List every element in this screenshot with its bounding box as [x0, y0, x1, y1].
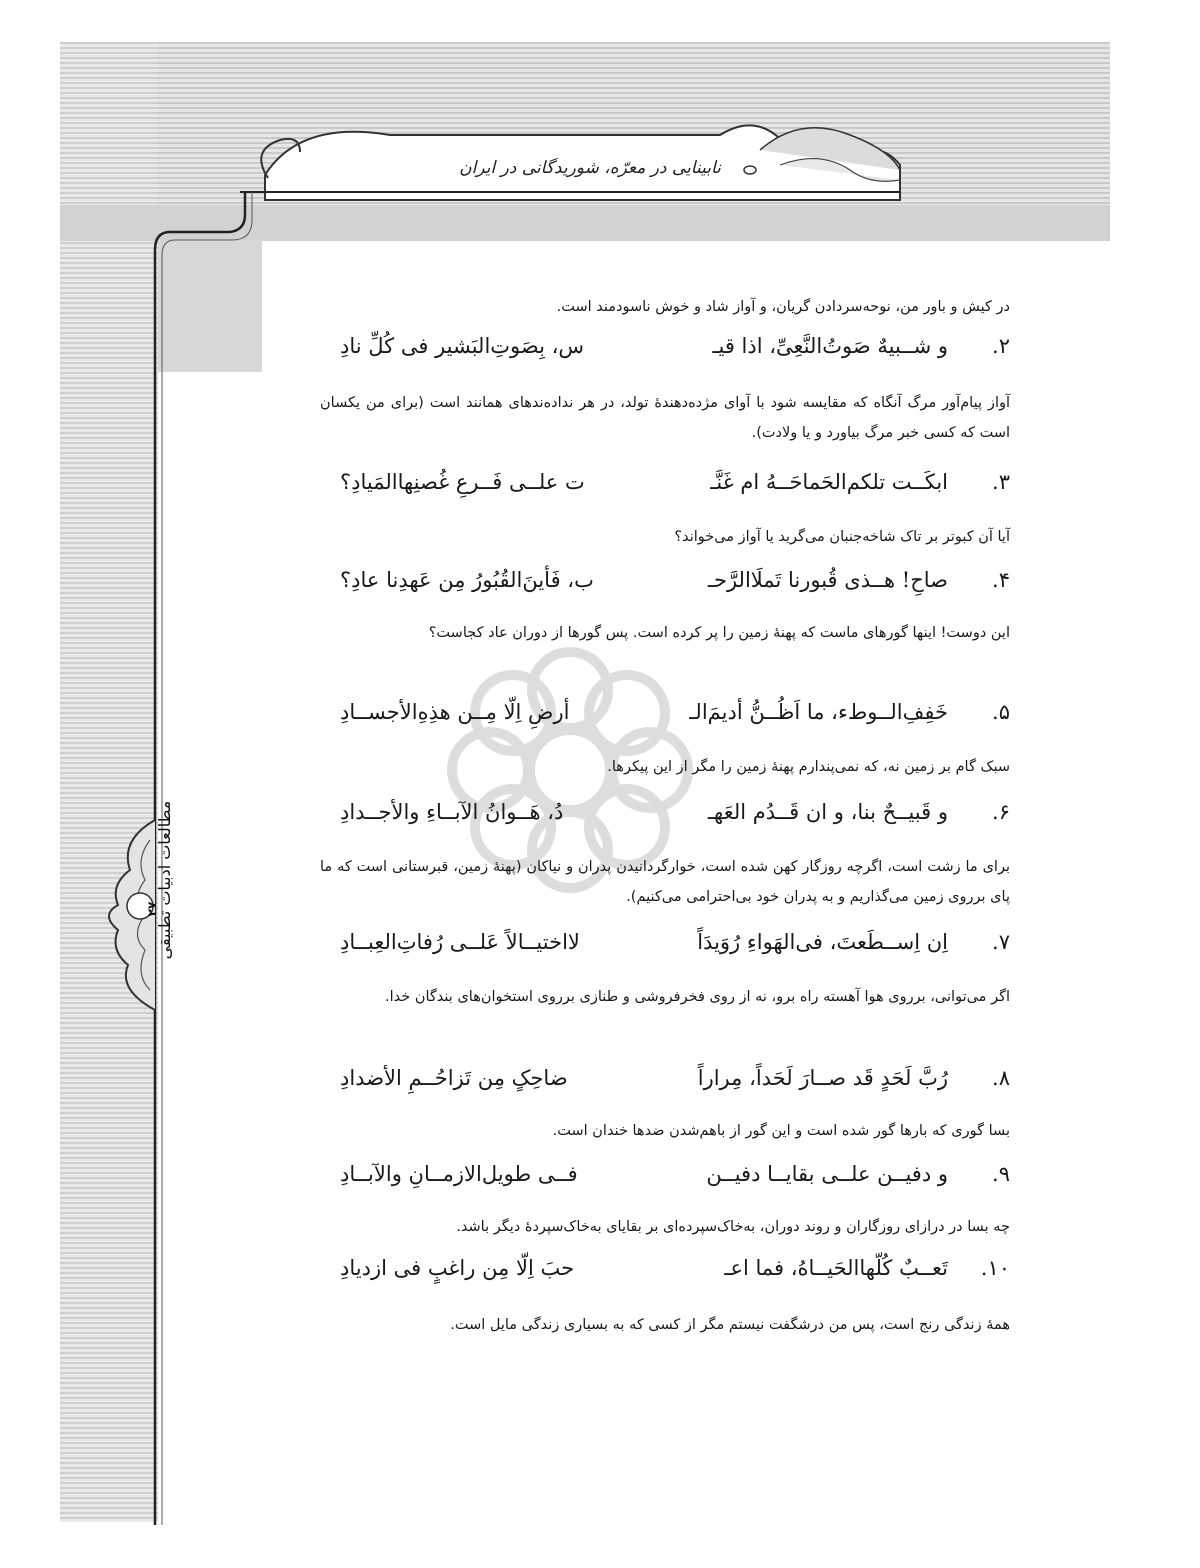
- verse-9: [290, 1162, 1010, 1202]
- verse-translation: آواز پیام‌آور مرگ آنگاه که مقایسه شود با آوای مژده‌دهندهٔ تولد، در هر نداده‌ندهای همانند است (برای من یکسان است که کسی خبر مرگ بیاورد و یا ولادت).: [320, 395, 1010, 441]
- verse-translation: آیا آن کبوتر بر تاک شاخه‌جنبان می‌گرید یا آواز می‌خواند؟: [674, 529, 1010, 545]
- verse-number: ۹.: [992, 1162, 1010, 1186]
- verse-hemistich-2: س، بِصَوتِ‌البَشیر فی کُلِّ نادِ: [340, 334, 585, 358]
- verse-number: ۶.: [992, 800, 1010, 824]
- verse-hemistich-2: ب، فَأینَ‌القُبُورُ مِن عَهدِنا عادِ؟: [340, 568, 594, 592]
- verse-number: ۲.: [992, 334, 1010, 358]
- intro-paragraph: در کیش و باور من، نوحه‌سردادن گریان، و آواز شاد و خوش ناسودمند است.: [556, 299, 1010, 315]
- verse-hemistich-1: اِن اِســطَعتَ، فی‌الهَواءِ رُوَیدَاً: [697, 930, 948, 954]
- verse-hemistich-2: أرضِ اِلّا مِــن هذِهِ‌الأجســادِ: [340, 700, 570, 724]
- verse-translation: برای ما زشت است، اگرچه روزگار کهن شده است، خوارگردانیدن پدران و نیاکان (پهنهٔ زمین، قبرستانی است که ما پای برروی زمین می‌گذاریم و به پدران خود بی‌احترامی می‌کنیم).: [320, 859, 1010, 905]
- verse-translation: چه بسا در درازای روزگاران و روند دوران، به‌خاک‌سپرده‌ای بر بقایای به‌خاک‌سپردهٔ دیگر باشد.: [456, 1219, 1010, 1235]
- verse-number: ۵.: [992, 700, 1010, 724]
- verse-hemistich-1: صاحِ! هــذی قُبورنا تَملَاالرَّحـ: [707, 568, 948, 592]
- verse-number: ۴.: [992, 568, 1010, 592]
- verse-translation: اگر می‌توانی، برروی هوا آهسته راه برو، نه از روی فخرفروشی و طنازی برروی استخوان‌های بندگان خدا.: [385, 989, 1010, 1005]
- verse-hemistich-2: دُ، هَــوانُ الآبــاءِ والأجــدادِ: [340, 800, 564, 824]
- verse-hemistich-1: و شــبیهٌ صَوتُ‌النَّعِیِّ، اذا قیـ: [712, 334, 948, 358]
- verse-number: ۳.: [992, 470, 1010, 494]
- page-number: ۲۷: [145, 901, 159, 917]
- verse-hemistich-1: خَفِفِ‌الــوطء، ما اَظُــنُّ أدیمَ‌الـ: [689, 700, 948, 724]
- verse-translation: سبک گام بر زمین نه، که نمی‌پندارم پهنهٔ زمین را مگر از این پیکرها.: [607, 759, 1010, 775]
- verse-hemistich-2: ت علــی فَــرعِ غُصنِهاالمَیادِ؟: [340, 470, 585, 494]
- verse-4: [290, 568, 1010, 608]
- journal-name: مطالعات ادبیات تطبیقی: [155, 800, 174, 960]
- verse-hemistich-1: ابکَــت تلکم‌الحَماحَــهُ ام غَنَّـ: [710, 470, 948, 494]
- verse-hemistich-2: لااختیــالاً عَلــی رُفاتِ‌العِبــادِ: [340, 930, 580, 954]
- verse-number: ۷.: [992, 930, 1010, 954]
- verse-7: [290, 930, 1010, 970]
- verse-translation: بسا گوری که بارها گور شده است و این گور از باهم‌شدن ضدها خندان است.: [552, 1123, 1010, 1139]
- verse-translation: همهٔ زندگی رنج است، پس من درشگفت نیستم مگر از کسی که به بسیاری زندگی مایل است.: [450, 1317, 1010, 1333]
- verse-3: [290, 470, 1010, 510]
- verse-hemistich-2: حبَ اِلّا مِن راغبٍ فی ازدیادِ: [340, 1256, 575, 1280]
- verse-hemistich-2: فــی طویل‌الازمــانِ والآبــادِ: [340, 1162, 578, 1186]
- verse-6: [290, 800, 1010, 840]
- verse-number: ۸.: [992, 1066, 1010, 1090]
- verse-number: ۱۰.: [980, 1256, 1010, 1280]
- running-header-title: نابینایی در معرّه، شوریدگانی در ایران: [459, 158, 721, 178]
- verse-10: [290, 1256, 1010, 1296]
- verse-translation: این دوست! اینها گورهای ماست که پهنهٔ زمین را پر کرده است. پس گورها از دوران عاد کجاست؟: [428, 625, 1010, 641]
- verse-hemistich-1: رُبَّ لَحَدٍ قَد صــارَ لَحَداً، مِراراً: [697, 1066, 948, 1090]
- verse-8: [290, 1066, 1010, 1106]
- verse-hemistich-1: تَعــبٌ کُلّهاالحَیــاهُ، فما اعـ: [724, 1256, 948, 1280]
- verse-2: [290, 334, 1010, 374]
- verse-hemistich-1: و قَبیــحٌ بنا، و ان قَــدُم العَهـ: [707, 800, 948, 824]
- verse-hemistich-1: و دفیــن علــی بقایــا دفیــن: [706, 1162, 948, 1186]
- verse-5: [290, 700, 1010, 740]
- verse-hemistich-2: ضاحِکٍ مِن تَزاحُــمِ الأضدادِ: [340, 1066, 568, 1090]
